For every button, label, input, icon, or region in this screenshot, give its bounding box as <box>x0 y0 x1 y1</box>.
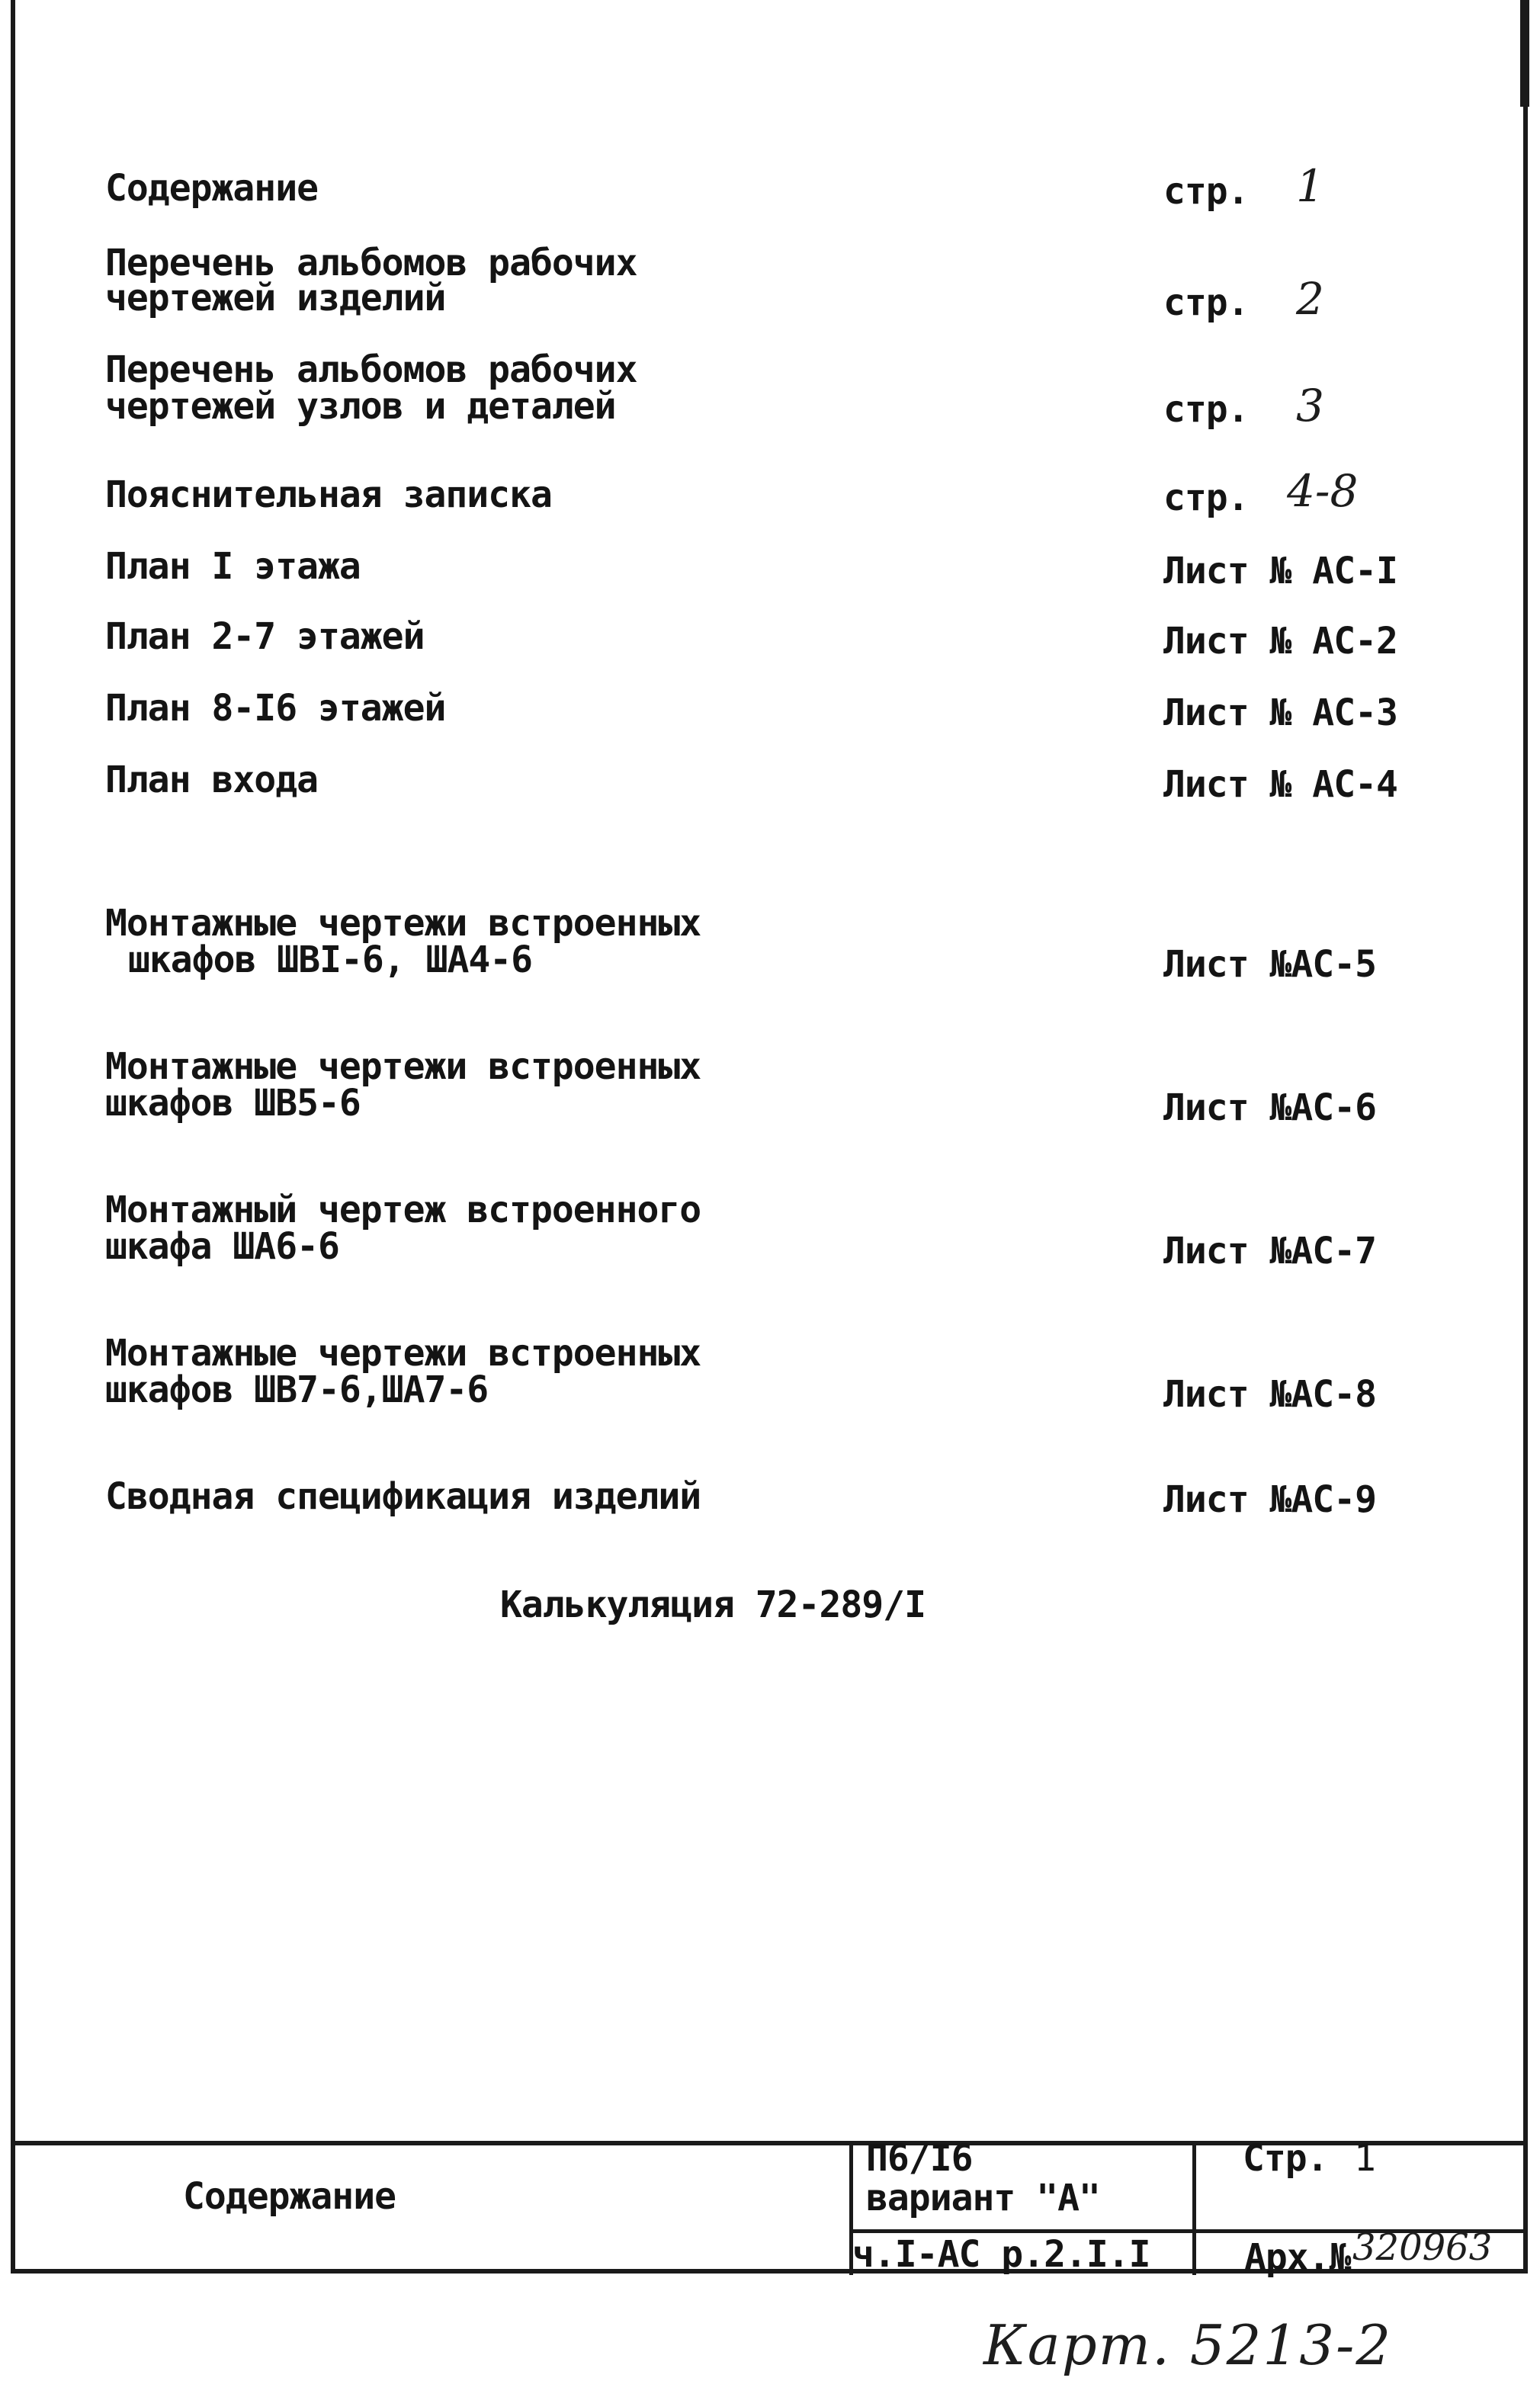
toc-row-9-title-line2: шкафов ШВI-6, ША4-6 <box>128 939 533 981</box>
toc-row-7-title: План 8-I6 этажей <box>105 687 446 730</box>
toc-row-5-title: План I этажа <box>105 545 361 588</box>
toc-row-2-title-line2: чертежей изделий <box>105 277 446 319</box>
toc-row-3-page-number: 3 <box>1296 380 1324 432</box>
toc-row-3-title-line2: чертежей узлов и деталей <box>105 385 616 428</box>
toc-row-4-title: Пояснительная записка <box>105 473 552 516</box>
toc-row-13-sheet: Лист №АС-9 <box>1163 1478 1376 1521</box>
toc-row-6-title: План 2-7 этажей <box>105 615 425 658</box>
toc-row-4-page-label: стр. <box>1163 477 1249 519</box>
toc-row-3-page-label: стр. <box>1163 388 1249 431</box>
toc-row-13-title: Сводная спецификация изделий <box>105 1475 701 1518</box>
toc-row-11-title-line1: Монтажный чертеж встроенного <box>105 1189 701 1231</box>
toc-row-2-title-line1: Перечень альбомов рабочих <box>105 242 637 284</box>
toc-row-1-page-label: стр. <box>1163 170 1249 213</box>
toc-row-11-sheet: Лист №АС-7 <box>1163 1230 1376 1272</box>
toc-row-1-page-number: 1 <box>1296 160 1324 212</box>
toc-row-3-title-line1: Перечень альбомов рабочих <box>105 348 637 391</box>
toc-row-2-page-number: 2 <box>1296 273 1324 325</box>
title-block-divider-2 <box>1192 2144 1196 2275</box>
toc-row-12-sheet: Лист №АС-8 <box>1163 1373 1376 1416</box>
frame-edge-mark <box>1520 0 1529 107</box>
drawing-frame <box>11 0 1528 2274</box>
toc-row-1-title: Содержание <box>105 167 318 210</box>
title-block-archive-label: Арх.№ <box>1244 2236 1351 2279</box>
title-block-archive-number: 320963 <box>1352 2226 1493 2269</box>
toc-row-10-sheet: Лист №АС-6 <box>1163 1086 1376 1129</box>
toc-row-8-sheet: Лист № АС-4 <box>1163 763 1397 806</box>
title-block-series: П6/I6 <box>866 2137 973 2180</box>
toc-row-12-title-line1: Монтажные чертежи встроенных <box>105 1332 701 1375</box>
toc-row-5-sheet: Лист № АС-I <box>1163 550 1397 592</box>
toc-row-8-title: План входа <box>105 759 318 801</box>
handwritten-archive-note: Карт. 5213-2 <box>983 2313 1393 2377</box>
calculation-reference: Калькуляция 72-289/I <box>500 1584 926 1626</box>
toc-row-6-sheet: Лист № АС-2 <box>1163 620 1397 663</box>
title-block-page-label: Стр. <box>1243 2137 1328 2180</box>
toc-row-11-title-line2: шкафа ША6-6 <box>105 1225 339 1268</box>
toc-row-9-sheet: Лист №АС-5 <box>1163 943 1376 986</box>
toc-row-2-page-label: стр. <box>1163 281 1249 324</box>
title-block-part: ч.I-АС р.2.I.I <box>852 2233 1150 2276</box>
toc-row-9-title-line1: Монтажные чертежи встроенных <box>105 902 701 945</box>
toc-row-7-sheet: Лист № АС-3 <box>1163 692 1397 734</box>
title-block-variant: вариант "А" <box>866 2177 1100 2219</box>
toc-row-12-title-line2: шкафов ШВ7-6,ША7-6 <box>105 1369 489 1411</box>
toc-row-10-title-line2: шкафов ШВ5-6 <box>105 1082 361 1125</box>
title-block-title: Содержание <box>183 2175 396 2218</box>
toc-row-4-page-number: 4-8 <box>1287 465 1359 517</box>
toc-row-10-title-line1: Монтажные чертежи встроенных <box>105 1045 701 1088</box>
title-block-page-number: 1 <box>1354 2137 1375 2180</box>
